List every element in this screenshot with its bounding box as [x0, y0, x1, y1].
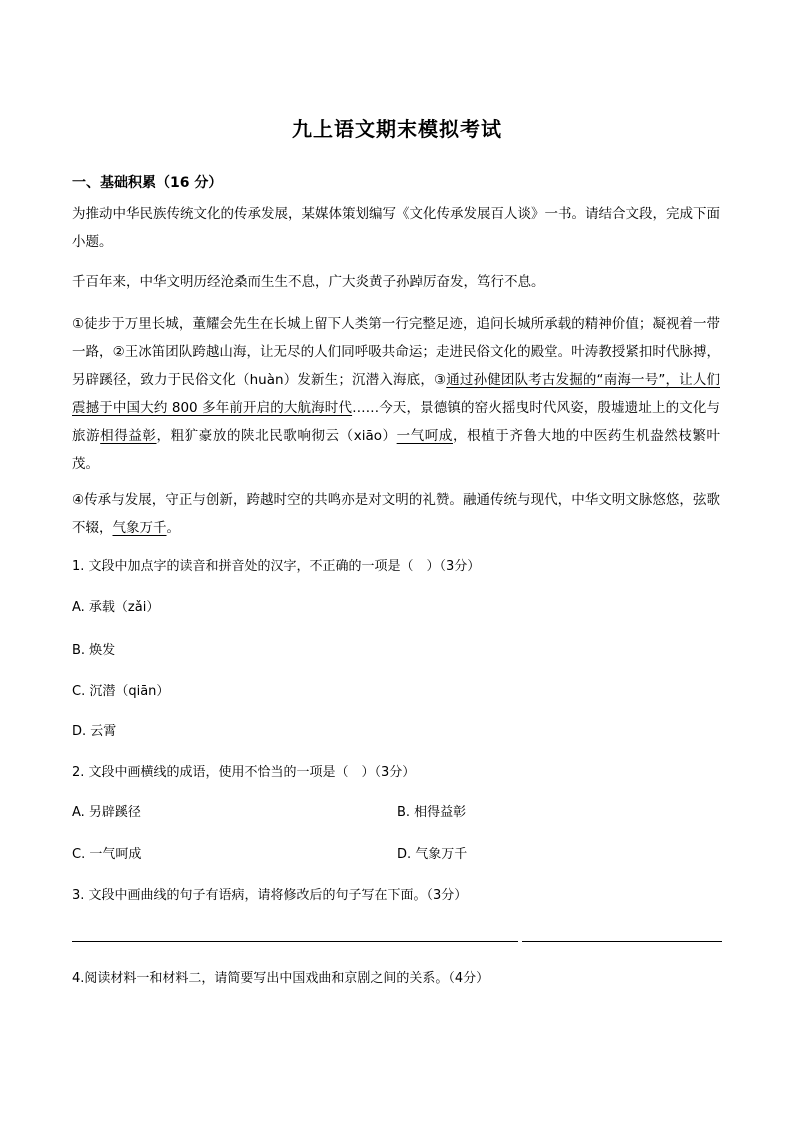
question-3: 3. 文段中画曲线的句子有语病，请将修改后的句子写在下面。（3分）	[72, 888, 468, 903]
paragraph-2-text-4: ，根植于齐鲁大地的中医药生机盎然枝繁叶茂。	[72, 428, 721, 472]
paragraph-1: 千百年来，中华文明历经沧桑而生生不息，广大炎黄子孙踔厉奋发，笃行不息。	[72, 274, 545, 290]
paragraph-3-text-2: 。	[166, 520, 180, 536]
question-1-option-c: C. 沉潜（qiān）	[72, 684, 170, 699]
paragraph-3-text-1: ④传承与发展，守正与创新，跨越时空的共鸣亦是对文明的礼赞。融通传统与现代，中华文明文脉悠悠，弦歌不辍，	[72, 492, 720, 536]
page-title: 九上语文期末模拟考试	[292, 117, 502, 141]
question-4: 4.阅读材料一和材料二，请简要写出中国戏曲和京剧之间的关系。（4分）	[72, 971, 490, 986]
question-2: 2. 文段中画横线的成语，使用不恰当的一项是（ ）（3分）	[72, 765, 416, 780]
question-2-option-a: A. 另辟蹊径	[72, 805, 141, 820]
question-2-option-b: B. 相得益彰	[397, 805, 467, 820]
paragraph-2-text-1: ①徒步于万里长城，董耀会先生在长城上留下人类第一行完整足迹，追问长城所承载的精神价值；凝视着一带一路，②王冰笛团队跨越山海，让无尽的人们同呼吸共命运；走进民俗文化的殿堂。叶涛教授紧扣时代脉搏，另辟蹊径，致力于民俗文化（huàn）发新生；沉潜入海底，③	[72, 316, 720, 388]
answer-line-1[interactable]	[72, 941, 518, 942]
question-1-option-a: A. 承载（zǎi）	[72, 600, 160, 615]
answer-line-2[interactable]	[522, 941, 722, 942]
question-2-option-c: C. 一气呵成	[72, 847, 142, 862]
question-1-option-d: D. 云霄	[72, 724, 117, 739]
paragraph-2-curved-sentence: 通过孙健团队考古发掘的“南海一号”，让人们震撼于中国大约 800 多年前开启的大航海时代	[72, 372, 720, 416]
intro-paragraph: 为推动中华民族传统文化的传承发展，某媒体策划编写《文化传承发展百人谈》一书。请结合文段，完成下面小题。	[72, 206, 720, 250]
idiom-xiangde-yizhang: 相得益彰	[100, 428, 157, 444]
paragraph-2-text-2: ……今天，景德镇的窑火摇曳时代风姿，殷墟遗址上的文化与旅游	[72, 400, 721, 444]
question-2-option-d: D. 气象万千	[397, 847, 468, 862]
idiom-yiqi-hecheng: 一气呵成	[396, 428, 453, 444]
paragraph-2-text-3: ，粗犷豪放的陕北民歌响彻云（xiāo）	[156, 428, 397, 444]
idiom-qixiang-wanqian: 气象万千	[112, 520, 167, 536]
question-1: 1. 文段中加点字的读音和拼音处的汉字，不正确的一项是（ ）（3分）	[72, 559, 481, 574]
section-heading: 一、基础积累（16 分）	[72, 175, 223, 191]
paragraph-2	[72, 310, 720, 478]
question-1-option-b: B. 焕发	[72, 643, 116, 658]
paragraph-3	[72, 486, 720, 542]
